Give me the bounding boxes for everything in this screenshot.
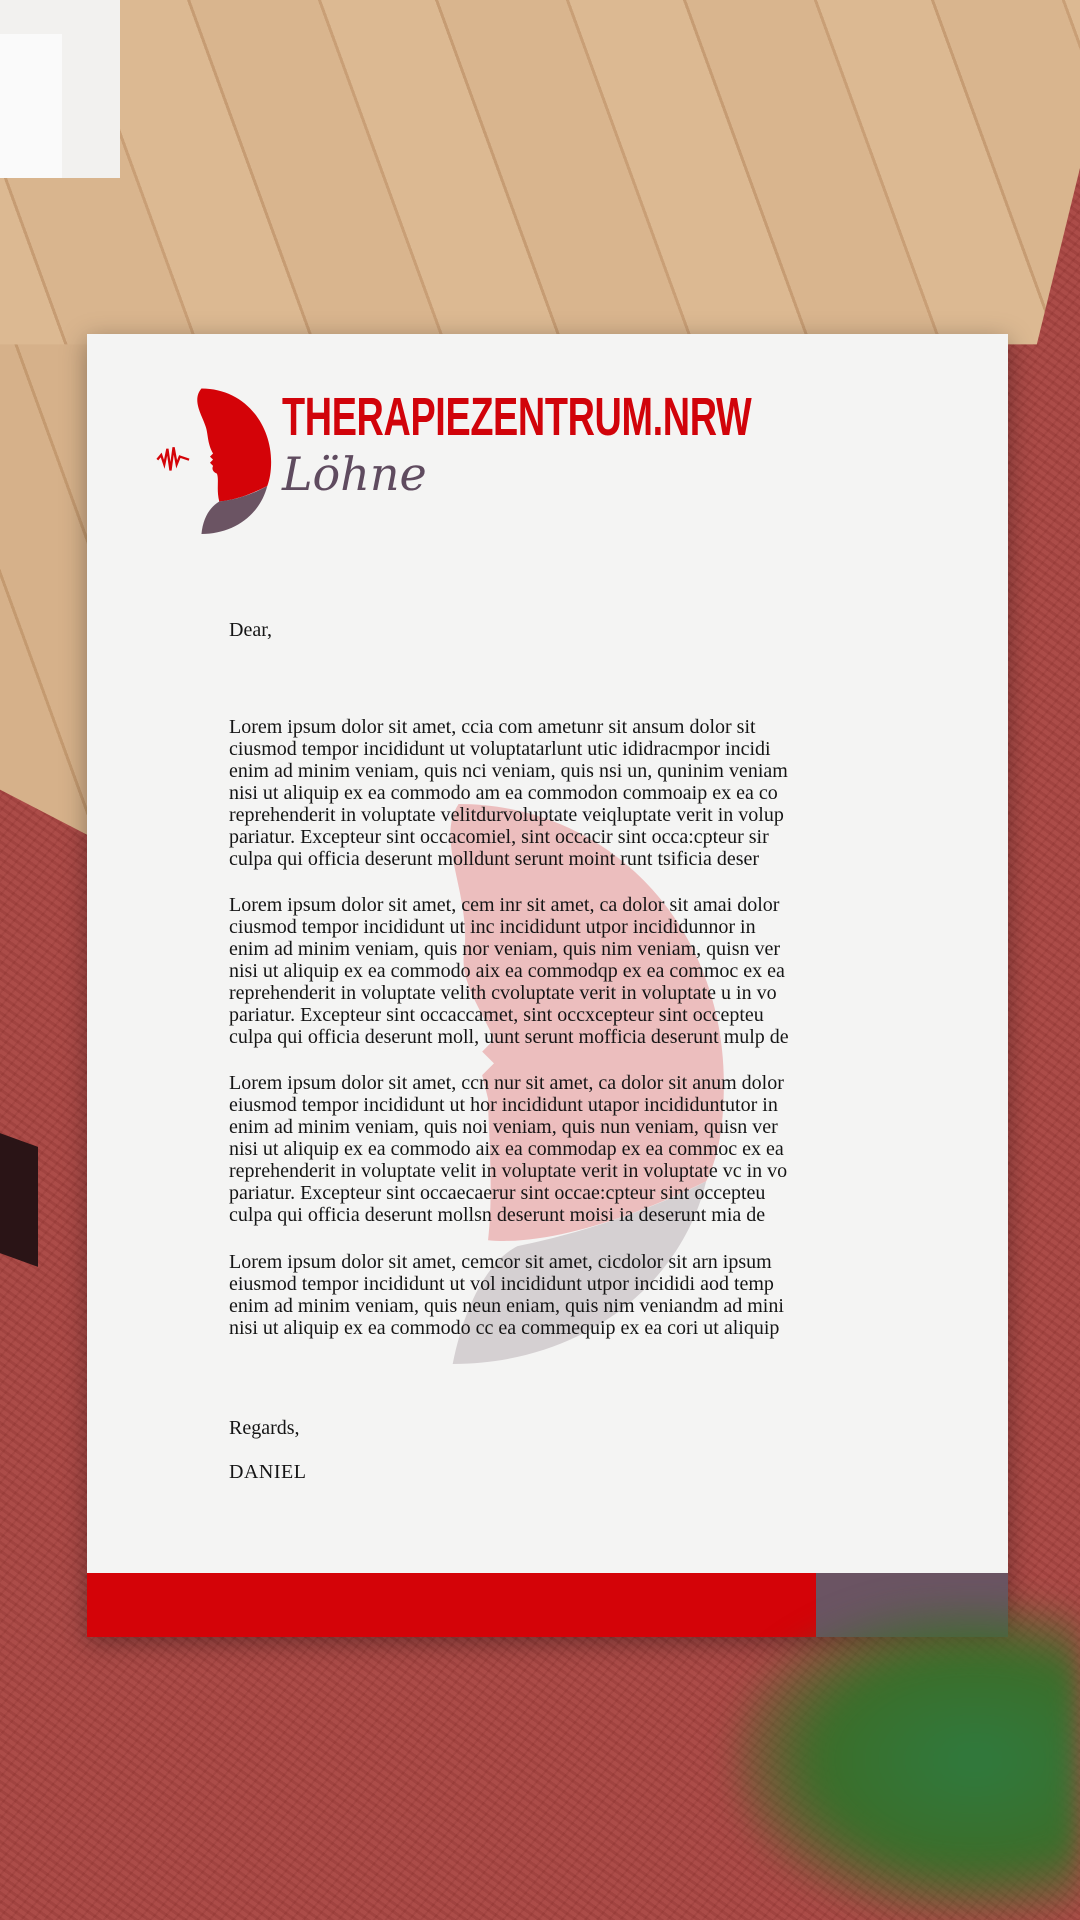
text-line: pariatur. Excepteur sint occaccamet, sint occxcepteur sint occepteu bbox=[229, 1004, 764, 1026]
text-line: nisi ut aliquip ex ea commodo cc ea commequip ex ea cori ut aliquip bbox=[229, 1317, 780, 1339]
text-line: Lorem ipsum dolor sit amet, ccn nur sit amet, ca dolor sit anum dolor bbox=[229, 1072, 784, 1094]
text-line: nisi ut aliquip ex ea commodo aix ea commodqp ex ea commoc ex ea bbox=[229, 960, 785, 982]
text-line: culpa qui officia deserunt molldunt serunt moint runt tsificia deser bbox=[229, 848, 760, 870]
text-line: enim ad minim veniam, quis noi veniam, quis nun veniam, quisn ver bbox=[229, 1116, 778, 1138]
text-line: reprehenderit in voluptate velith cvoluptate verit in voluptate u in vo bbox=[229, 982, 777, 1004]
text-line: reprehenderit in voluptate velit in voluptate verit in voluptate vc in vo bbox=[229, 1160, 788, 1182]
text-line: enim ad minim veniam, quis neun eniam, quis nim veniandm ad mini bbox=[229, 1295, 784, 1317]
closing: Regards, bbox=[229, 1417, 300, 1439]
text-line: eiusmod tempor incididunt ut vol incididunt utpor incididi aod temp bbox=[229, 1273, 774, 1295]
brand-logo-icon bbox=[155, 367, 275, 557]
paragraph bbox=[229, 894, 863, 1048]
text-line: eiusmod tempor incididunt ut hor incididunt utapor incididuntutor in bbox=[229, 1094, 778, 1116]
blurred-plant bbox=[730, 1600, 1080, 1920]
text-line: pariatur. Excepteur sint occacomiel, sint occacir sint occa:cpteur sir bbox=[229, 826, 769, 848]
text-line: enim ad minim veniam, quis nor veniam, quis nim veniam, quisn ver bbox=[229, 938, 781, 960]
brand-name: THERAPIEZENTRUM.NRW bbox=[282, 387, 752, 447]
text-line: Lorem ipsum dolor sit amet, cem inr sit amet, ca dolor sit amai dolor bbox=[229, 894, 780, 916]
signature: DANIEL bbox=[229, 1461, 307, 1483]
paragraph bbox=[229, 716, 863, 870]
dark-object bbox=[0, 1133, 38, 1267]
salutation: Dear, bbox=[229, 619, 273, 641]
text-line: culpa qui officia deserunt moll, uunt serunt mofficia deserunt mulp de bbox=[229, 1026, 789, 1048]
text-line: reprehenderit in voluptate velitdurvoluptate veiqluptate verit in volup bbox=[229, 804, 784, 826]
text-line: culpa qui officia deserunt mollsn deserunt moisi ia deserunt mia de bbox=[229, 1204, 766, 1226]
paragraph bbox=[229, 1072, 863, 1226]
text-line: Lorem ipsum dolor sit amet, cemcor sit amet, cicdolor sit arn ipsum bbox=[229, 1251, 772, 1273]
paper-corner-sheet bbox=[0, 34, 62, 178]
text-line: nisi ut aliquip ex ea commodo am ea commodon commoaip ex ea co bbox=[229, 782, 778, 804]
text-line: nisi ut aliquip ex ea commodo aix ea commodap ex ea commoc ex ea bbox=[229, 1138, 784, 1160]
text-line: Lorem ipsum dolor sit amet, ccia com ametunr sit ansum dolor sit bbox=[229, 716, 756, 738]
text-line: ciusmod tempor incididunt ut voluptatarlunt utic ididracmpor incidi bbox=[229, 738, 771, 760]
footer-bar-red bbox=[87, 1573, 816, 1637]
brand-city: Löhne bbox=[282, 447, 427, 501]
text-line: pariatur. Excepteur sint occaecaerur sint occae:cpteur sint occepteu bbox=[229, 1182, 766, 1204]
text-line: ciusmod tempor incididunt ut inc incididunt utpor incididunnor in bbox=[229, 916, 756, 938]
letterhead-paper bbox=[87, 334, 1008, 1637]
text-line: enim ad minim veniam, quis nci veniam, quis nsi un, quninim veniam bbox=[229, 760, 788, 782]
paragraph bbox=[229, 1251, 863, 1339]
